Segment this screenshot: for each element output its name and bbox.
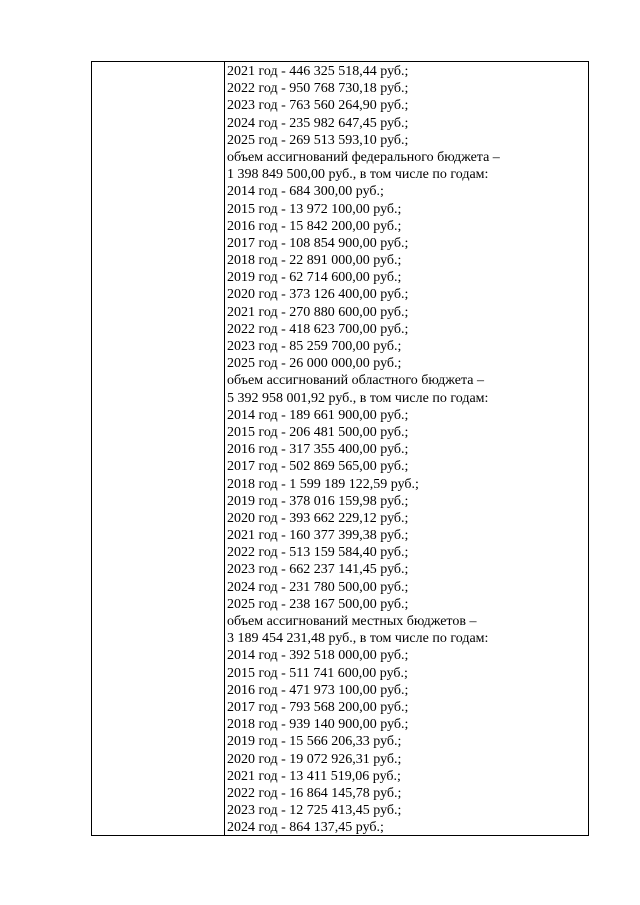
text-line: 2017 год - 502 869 565,00 руб.; [227,459,409,475]
text-line: объем ассигнований областного бюджета – [227,373,484,389]
text-line: 2019 год - 15 566 206,33 руб.; [227,734,402,750]
text-line: 2022 год - 950 768 730,18 руб.; [227,81,409,97]
text-line: 2016 год - 317 355 400,00 руб.; [227,442,409,458]
text-line: 2018 год - 939 140 900,00 руб.; [227,717,409,733]
text-line: 2016 год - 15 842 200,00 руб.; [227,218,402,234]
text-line: 2019 год - 62 714 600,00 руб.; [227,270,402,286]
table-left-column [92,62,225,835]
text-line: 5 392 958 001,92 руб., в том числе по годам: [227,390,489,406]
text-line: 2018 год - 22 891 000,00 руб.; [227,253,402,269]
text-line: 2014 год - 684 300,00 руб.; [227,184,384,200]
table-right-column [226,62,588,835]
text-line: 2025 год - 269 513 593,10 руб.; [227,132,409,148]
text-line: 2021 год - 13 411 519,06 руб.; [227,768,401,784]
text-line: 2022 год - 418 623 700,00 руб.; [227,321,409,337]
text-line: 2024 год - 235 982 647,45 руб.; [227,115,409,131]
text-line: 2019 год - 378 016 159,98 руб.; [227,493,409,509]
text-line: 2017 год - 108 854 900,00 руб.; [227,235,409,251]
text-line: 2020 год - 393 662 229,12 руб.; [227,510,409,526]
text-line: 2015 год - 511 741 600,00 руб.; [227,665,408,681]
text-line: 2016 год - 471 973 100,00 руб.; [227,682,409,698]
text-line: 2020 год - 19 072 926,31 руб.; [227,751,402,767]
text-line: объем ассигнований федерального бюджета – [227,149,500,165]
text-line: 2021 год - 160 377 399,38 руб.; [227,528,409,544]
text-line: 2023 год - 662 237 141,45 руб.; [227,562,409,578]
text-line: 2024 год - 231 780 500,00 руб.; [227,579,409,595]
text-line: 2014 год - 189 661 900,00 руб.; [227,407,409,423]
text-line: 3 189 454 231,48 руб., в том числе по годам: [227,631,489,647]
text-line: 2021 год - 270 880 600,00 руб.; [227,304,409,320]
text-line: 2015 год - 13 972 100,00 руб.; [227,201,402,217]
text-line: 2021 год - 446 325 518,44 руб.; [227,64,409,79]
text-line: 2025 год - 26 000 000,00 руб.; [227,356,402,372]
text-line: 2025 год - 238 167 500,00 руб.; [227,596,409,612]
text-line: 2022 год - 16 864 145,78 руб.; [227,785,402,801]
text-line: 2015 год - 206 481 500,00 руб.; [227,424,409,440]
text-line: 2023 год - 85 259 700,00 руб.; [227,339,402,354]
text-line: 2022 год - 513 159 584,40 руб.; [227,545,409,561]
text-line: 2023 год - 12 725 413,45 руб.; [227,803,402,819]
text-line: 2017 год - 793 568 200,00 руб.; [227,699,409,715]
text-line: 2023 год - 763 560 264,90 руб.; [227,98,409,114]
text-line: объем ассигнований местных бюджетов – [227,614,477,629]
text-line: 2024 год - 864 137,45 руб.; [227,820,384,835]
budget-table [91,61,589,836]
text-line: 2014 год - 392 518 000,00 руб.; [227,648,409,664]
text-line: 2018 год - 1 599 189 122,59 руб.; [227,476,419,492]
text-line: 1 398 849 500,00 руб., в том числе по годам: [227,167,489,183]
text-line: 2020 год - 373 126 400,00 руб.; [227,287,409,303]
